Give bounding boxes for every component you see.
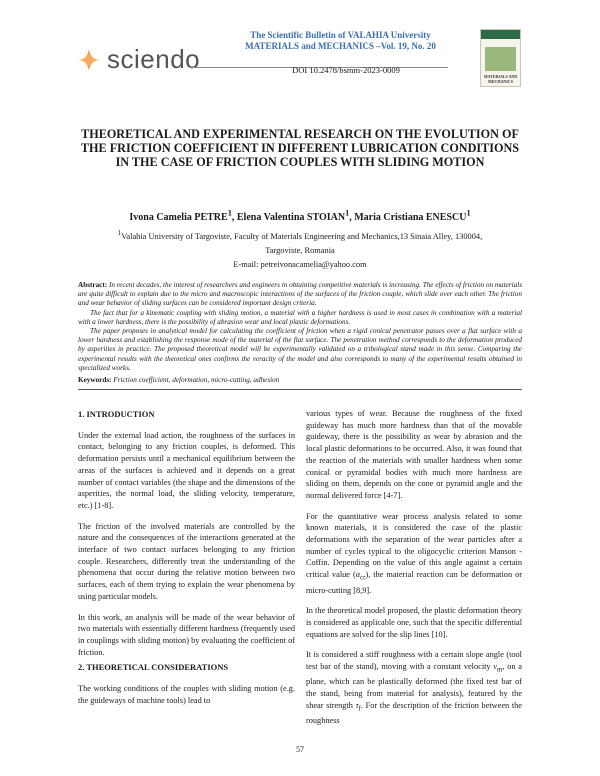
- author-3: Maria Cristiana ENESCU$^1$: [354, 209, 471, 224]
- affiliation-line2: Targoviste, Romania: [265, 245, 335, 255]
- left-column: [78, 409, 295, 706]
- section-heading-introduction: 1. INTRODUCTION: [78, 409, 155, 419]
- abstract-label: Abstract:: [78, 281, 108, 289]
- author-list: [78, 209, 522, 223]
- abstract-para-3: The paper proposes in analytical model for calculating the coefficient of friction when a rigid conical penetrator passes over a flat surface with a lower hardness and establishing the response mode of the material of the flat surface. The penetration method corresponds to the deformation produced by asperities in practice. The proposed theoretical model will be experimentally validated on a tribological stand made in this sense. Comparing the experimental results with the theoretical ones confirms the veracity of the model and also corresponds to many of the experimental results obtained in specialized works.: [78, 327, 522, 372]
- journal-title-line2: MATERIALS and MECHANICS –Vol. 19, No. 20: [245, 41, 436, 51]
- paragraph: It is considered a stiff roughness with a certain slope angle (tool test bar of the stand), moving with a constant velocity $v_m$, on a plane, which can be plastically deformed (the fixed test bar of the stand, being from material for analysis), featured by the shear strength $\tau_f$. For the description of the friction between the roughness: [306, 650, 522, 726]
- paragraph: The working conditions of the couples with sliding motion (e.g. the guideways of machine tools) lead to: [78, 684, 295, 705]
- affiliation-email[interactable]: E-mail: petreivonacamelia@yahoo.com: [233, 259, 367, 269]
- author-mark: 1: [466, 209, 471, 218]
- publisher-name: sciendo: [107, 44, 201, 74]
- paper-title: THEORETICAL AND EXPERIMENTAL RESEARCH ON THE EVOLUTION OF THE FRICTION COEFFICIENT IN DIFFERENT LUBRICATION CONDITIONS IN THE CASE OF FRICTION COUPLES WITH SLIDING MOTION: [80, 127, 520, 169]
- abstract-para-1: Abstract: In recent decades, the interest of researchers and engineers in obtaining competitive materials is increasing. The effects of friction on materials are quite difficult to explain due to the micro and macroscopic interactions of the surfaces of the friction couple, which slide over each other. The friction and wear behavior of sliding surfaces can be considered important design criteria.: [78, 281, 523, 308]
- sciendo-logo-icon: [76, 47, 102, 73]
- affiliation: [78, 226, 522, 272]
- paragraph: The friction of the involved materials are controlled by the nature and the consequences of the interactions generated at the interface of two contact surfaces belonging to any friction couple. Researchers, differently treat the understanding of the phenomena that occur during the relative motion between two surfaces, each of them trying to explain the wear phenomena by using particular models.: [78, 521, 295, 601]
- page-number: 57: [296, 745, 304, 754]
- doi: DOI 10.2478/bsmm-2023-0009: [292, 65, 400, 75]
- author-2: Elena Valentina STOIAN$^1$,: [236, 209, 355, 224]
- paragraph: Under the external load action, the roughness of the surfaces in contact, belonging to any friction couples, is deformed. This deformation persists until a mechanical equilibrium between the areas of the surfaces is achieved and it depends on a great number of contact variables (the shape and the dimensions of the asperities, the normal load, the sliding velocity, temperature, etc.) [1-8].: [78, 430, 295, 510]
- author-1: Ivona Camelia PETRE$^1$,: [129, 209, 237, 224]
- right-column: [306, 408, 522, 727]
- sciendo-logo: [76, 44, 200, 75]
- cover-label: MATERIALS AND MECHANICS: [483, 74, 518, 84]
- paragraph: For the quantitative wear process analysis related to some known materials, it is considered the case of the plastic deformations with the separation of the wear particles after a number of cycles typical to the oligocyclic criterion Manson - Coffin. Depending on the value of this angle against a certain critical value $(\alpha_{cr})$, the material reaction can be deformation or micro-cutting [8,9].: [306, 511, 522, 595]
- paragraph: In the theoretical model proposed, the plastic deformation theory is considered as applicable one, such that the specific differential equations are solved for the slip lines [10].: [306, 606, 522, 639]
- section-heading-theoretical: 2. THEORETICAL CONSIDERATIONS: [78, 662, 229, 673]
- cover-image: [485, 47, 516, 71]
- keywords: [78, 376, 522, 384]
- abstract-para-2: The fact that for a kinematic coupling with sliding motion, a material with a higher hardness is used in most cases in combination with a material with a lower hardness, there is the possibility of abrasion wear and local plastic deformations.: [78, 308, 522, 326]
- author-mark: 1: [345, 209, 350, 218]
- journal-title: [228, 30, 453, 52]
- author-mark: 1: [227, 209, 232, 218]
- abstract: [78, 281, 522, 373]
- affiliation-line1: $^1$Valahia University of Targoviste, Faculty of Materials Engineering and Mechanics,13 Sinaia Alley, 130004,: [117, 229, 483, 241]
- journal-cover-thumbnail: [480, 29, 521, 87]
- paragraph: various types of wear. Because the roughness of the fixed guideway has much more hardness than that of the movable guideway, there is the possibility as wear by abrasion and the local plastic deformations to be occurred. Also, it was found that the reaction of the materials with smaller hardness when some conical or pyramidal bodies with much more hardness are sliding on them, depends on the cone or pyramid angle and the normal delivered force [4-7].: [306, 409, 522, 500]
- keywords-text: Friction coefficient, deformation, micro-cutting, adhesion: [113, 376, 280, 384]
- keywords-label: Keywords:: [78, 376, 112, 384]
- cover-band: [481, 30, 520, 39]
- section-divider: [78, 389, 522, 390]
- journal-title-line1: The Scientific Bulletin of VALAHIA University: [250, 30, 431, 40]
- paragraph: In this work, an analysis will be made of the wear behavior of two materials with essentially different hardness (frequently used in couplings with sliding motion) by evaluating the coefficient of friction.: [78, 612, 295, 657]
